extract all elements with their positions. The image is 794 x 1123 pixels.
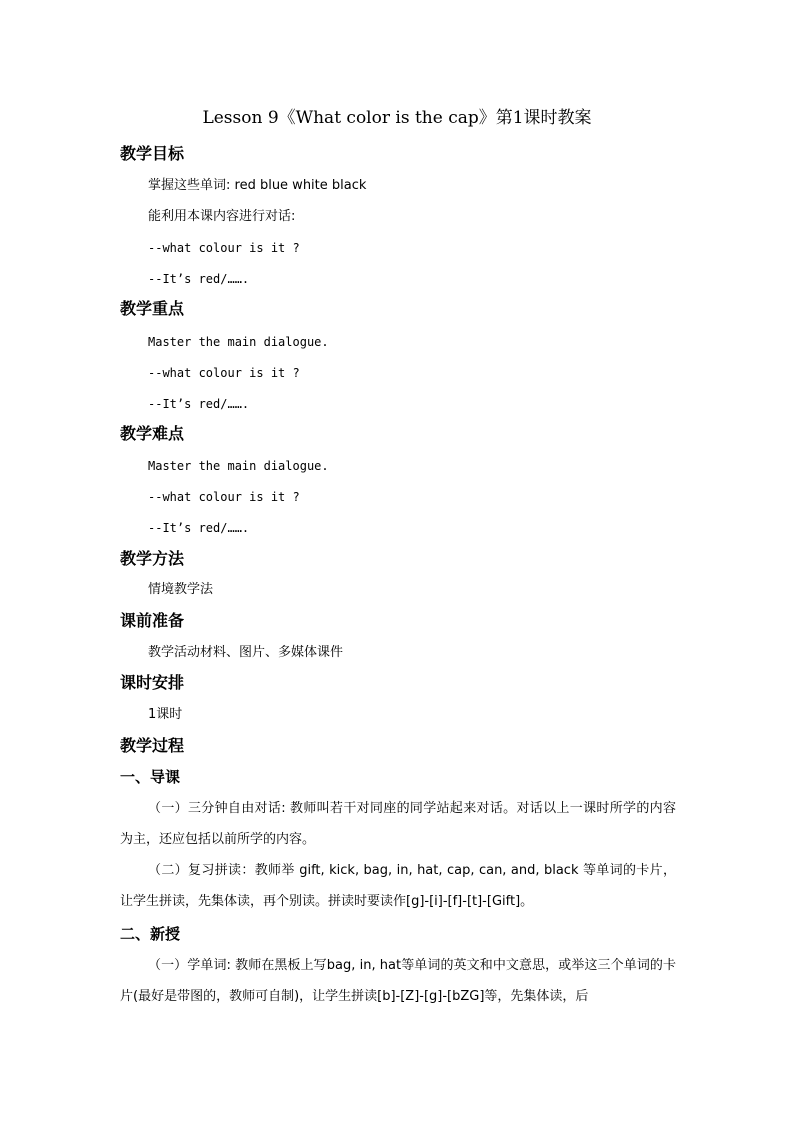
- heading-part1: 一、导课: [120, 768, 181, 786]
- difficulties-line-3: --It’s red/…….: [148, 521, 250, 535]
- goals-line-1: 掌握这些单词: red blue white black: [148, 178, 367, 193]
- schedule-line-1: 1课时: [148, 707, 183, 722]
- part1-paragraph-2: （二）复习拼读：教师举 gift, kick, bag, in, hat, cap, can, and, black 等单词的卡片，让学生拼读，先集体读，再个别读。拼读时要读作[g]-[i]-[f]-[t]-[Gift]。: [120, 863, 676, 909]
- heading-process: 教学过程: [120, 736, 185, 755]
- goals-line-3: --what colour is it ?: [148, 241, 300, 255]
- key-points-line-3: --It’s red/…….: [148, 397, 250, 411]
- difficulties-line-2: --what colour is it ?: [148, 490, 300, 504]
- heading-key-points: 教学重点: [120, 299, 185, 318]
- document-title: Lesson 9《What color is the cap》第1课时教案: [202, 108, 592, 128]
- part2-paragraph-1: （一）学单词: 教师在黑板上写bag, in, hat等单词的英文和中文意思，或举这三个单词的卡片(最好是带图的，教师可自制)，让学生拼读[b]-[Z]-[g]-[bZG]等，先集体读，后: [120, 958, 676, 1004]
- heading-part2: 二、新授: [120, 925, 181, 943]
- heading-method: 教学方法: [120, 549, 185, 568]
- goals-line-2: 能利用本课内容进行对话:: [148, 209, 296, 224]
- difficulties-line-1: Master the main dialogue.: [148, 459, 329, 473]
- heading-preparation: 课前准备: [120, 611, 185, 630]
- method-line-1: 情境教学法: [148, 582, 214, 597]
- heading-schedule: 课时安排: [120, 673, 185, 692]
- heading-difficulties: 教学难点: [120, 424, 185, 443]
- key-points-line-1: Master the main dialogue.: [148, 335, 329, 349]
- key-points-line-2: --what colour is it ?: [148, 366, 300, 380]
- preparation-line-1: 教学活动材料、图片、多媒体课件: [148, 645, 344, 660]
- part1-paragraph-1: （一）三分钟自由对话: 教师叫若干对同座的同学站起来对话。对话以上一课时所学的内容为主，还应包括以前所学的内容。: [120, 801, 676, 847]
- goals-line-4: --It’s red/…….: [148, 272, 250, 286]
- heading-goals: 教学目标: [120, 144, 185, 163]
